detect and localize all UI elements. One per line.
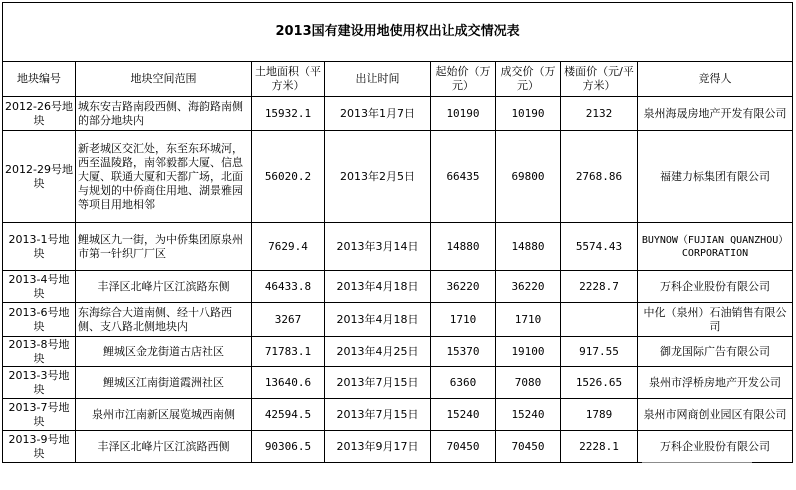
cell-date: 2013年4月25日 [325,337,431,367]
cell-floor-price: 2228.7 [561,271,638,303]
cell-area: 15932.1 [252,97,325,131]
cell-winner: 泉州市网商创业园区有限公司 [638,399,793,431]
cell-location: 丰泽区北峰片区江滨路西侧 [76,431,252,463]
cell-floor-price: 2228.1 [561,431,638,463]
cell-date: 2013年4月18日 [325,303,431,337]
cell-id: 2012-29号地块 [3,131,76,223]
cell-floor-price: 2132 [561,97,638,131]
land-transfer-table-sheet [2,2,792,488]
cell-winner: 万科企业股份有限公司 [638,271,793,303]
header-row [3,62,793,97]
cell-start-price: 1710 [431,303,496,337]
cell-deal-price: 15240 [496,399,561,431]
cell-date: 2013年7月15日 [325,367,431,399]
cell-start-price: 14880 [431,223,496,271]
cell-id: 2013-4号地块 [3,271,76,303]
table-row [3,367,793,399]
cell-location: 东海综合大道南侧、经十八路西侧、支八路北侧地块内 [76,303,252,337]
cell-area: 3267 [252,303,325,337]
cell-deal-price: 69800 [496,131,561,223]
cell-floor-price: 1789 [561,399,638,431]
header-id: 地块编号 [3,62,76,97]
table-row [3,431,793,463]
cell-location: 城东安吉路南段西侧、海韵路南侧的部分地块内 [76,97,252,131]
cell-date: 2013年2月5日 [325,131,431,223]
table-row [3,271,793,303]
cell-floor-price: 1526.65 [561,367,638,399]
header-location: 地块空间范围 [76,62,252,97]
cell-floor-price: 5574.43 [561,223,638,271]
cell-deal-price: 70450 [496,431,561,463]
cell-id: 2013-9号地块 [3,431,76,463]
cell-floor-price [561,303,638,337]
cell-winner: 泉州海晟房地产开发有限公司 [638,97,793,131]
table-row [3,97,793,131]
cell-floor-price: 2768.86 [561,131,638,223]
cell-date: 2013年9月17日 [325,431,431,463]
header-deal-price: 成交价（万元） [496,62,561,97]
cell-location: 鲤城区江南街道霞洲社区 [76,367,252,399]
cell-start-price: 6360 [431,367,496,399]
cell-winner: 御龙国际广告有限公司 [638,337,793,367]
cell-location: 泉州市江南新区展览城西南侧 [76,399,252,431]
cell-start-price: 15370 [431,337,496,367]
cell-winner: 中化（泉州）石油销售有限公司 [638,303,793,337]
table-row [3,337,793,367]
table-row [3,223,793,271]
cell-area: 7629.4 [252,223,325,271]
cell-deal-price: 7080 [496,367,561,399]
cell-deal-price: 10190 [496,97,561,131]
cell-id: 2013-3号地块 [3,367,76,399]
cell-start-price: 36220 [431,271,496,303]
header-start-price: 起始价（万元） [431,62,496,97]
cell-area: 71783.1 [252,337,325,367]
cell-id: 2013-1号地块 [3,223,76,271]
cell-area: 13640.6 [252,367,325,399]
cell-area: 42594.5 [252,399,325,431]
cell-id: 2013-6号地块 [3,303,76,337]
table-row [3,303,793,337]
cell-location: 丰泽区北峰片区江滨路东侧 [76,271,252,303]
land-transfer-table [2,2,793,463]
cell-deal-price: 19100 [496,337,561,367]
table-title: 2013国有建设用地使用权出让成交情况表 [3,3,793,62]
header-area: 土地面积（平方米） [252,62,325,97]
cell-id: 2013-7号地块 [3,399,76,431]
header-floor-price: 楼面价（元/平方米） [561,62,638,97]
cell-winner: 福建力标集团有限公司 [638,131,793,223]
watermark-overlay [642,462,752,480]
cell-location: 新老城区交汇处，东至东环城河，西至温陵路，南邻毅都大厦、信息大厦、联通大厦和天都广场，北面与规划的中侨商住用地、湖景雅园等项目用地相邻 [76,131,252,223]
cell-deal-price: 36220 [496,271,561,303]
cell-date: 2013年3月14日 [325,223,431,271]
cell-winner: BUYNOW（FUJIAN QUANZHOU）CORPORATION [638,223,793,271]
cell-id: 2013-8号地块 [3,337,76,367]
cell-winner: 泉州市浮桥房地产开发公司 [638,367,793,399]
header-winner: 竞得人 [638,62,793,97]
cell-date: 2013年7月15日 [325,399,431,431]
cell-start-price: 15240 [431,399,496,431]
cell-winner: 万科企业股份有限公司 [638,431,793,463]
cell-location: 鲤城区金龙街道古店社区 [76,337,252,367]
cell-start-price: 66435 [431,131,496,223]
table-row [3,131,793,223]
cell-start-price: 10190 [431,97,496,131]
cell-area: 46433.8 [252,271,325,303]
cell-location: 鲤城区九一街，为中侨集团原泉州市第一针织厂厂区 [76,223,252,271]
cell-area: 90306.5 [252,431,325,463]
cell-start-price: 70450 [431,431,496,463]
cell-deal-price: 14880 [496,223,561,271]
cell-area: 56020.2 [252,131,325,223]
cell-date: 2013年1月7日 [325,97,431,131]
cell-deal-price: 1710 [496,303,561,337]
header-date: 出让时间 [325,62,431,97]
cell-date: 2013年4月18日 [325,271,431,303]
cell-id: 2012-26号地块 [3,97,76,131]
cell-floor-price: 917.55 [561,337,638,367]
table-row [3,399,793,431]
